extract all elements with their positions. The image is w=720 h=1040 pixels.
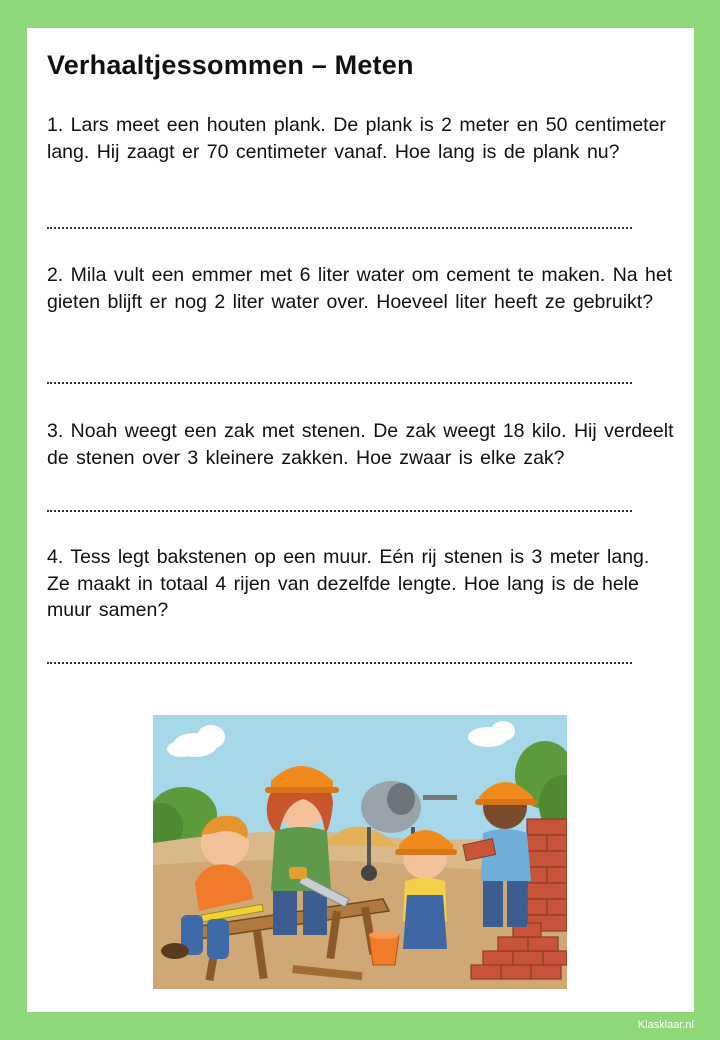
construction-kids-illustration: [153, 715, 567, 989]
question-4: 4. Tess legt bakstenen op een muur. Eén rij stenen is 3 meter lang. Ze maakt in totaal 4 rijen van dezelfde lengte. Hoe lang is de hele muur samen?: [47, 546, 650, 621]
answer-line-4[interactable]: [47, 662, 632, 664]
question-2: 2. Mila vult een emmer met 6 liter water om cement te maken. Na het gieten blijft er nog 2 liter water over. Hoeveel liter heeft ze gebruikt?: [47, 264, 673, 313]
construction-scene-image: [153, 715, 567, 989]
page-title: Verhaaltjessommen – Meten: [47, 50, 414, 80]
answer-line-1[interactable]: [47, 227, 632, 229]
answer-line-2[interactable]: [47, 382, 632, 384]
question-1: 1. Lars meet een houten plank. De plank is 2 meter en 50 centimeter lang. Hij zaagt er 70 centimeter vanaf. Hoe lang is de plank nu?: [47, 114, 666, 163]
worksheet-page: [27, 28, 694, 1012]
question-3: 3. Noah weegt een zak met stenen. De zak weegt 18 kilo. Hij verdeelt de stenen over 3 kleinere zakken. Hoe zwaar is elke zak?: [47, 420, 674, 469]
footer-brand: Klasklaar.nl: [637, 1019, 694, 1031]
answer-line-3[interactable]: [47, 510, 632, 512]
